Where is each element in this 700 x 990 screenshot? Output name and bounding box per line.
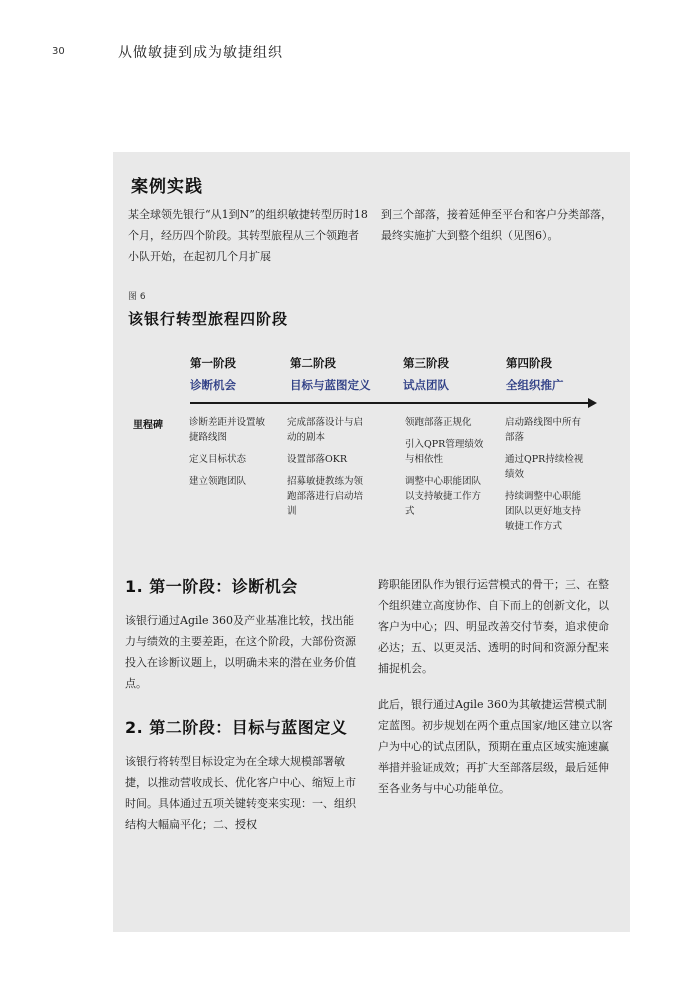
stage-3	[403, 355, 513, 393]
milestone-item: 定义目标状态	[189, 454, 247, 465]
stage-3-name: 第三阶段	[403, 356, 449, 370]
milestone-item: 建立领跑团队	[189, 476, 247, 487]
milestone-item: 通过QPR持续检视绩效	[505, 454, 584, 480]
section-2-heading: 2. 第二阶段：目标与蓝图定义	[125, 718, 348, 737]
stage-4	[506, 355, 616, 393]
timeline-arrow	[190, 402, 590, 404]
stage-4-subtitle: 全组织推广	[506, 378, 564, 392]
milestones-stage-3	[405, 415, 489, 526]
milestone-item: 完成部落设计与启动的剧本	[287, 417, 364, 443]
stage-1	[190, 355, 300, 393]
stage-4-name: 第四阶段	[506, 356, 552, 370]
case-intro-left: 某全球领先银行“从1到N”的组织敏捷转型历时18个月，经历四个阶段。其转型旅程从三个领跑者小队开始，在起初几个月扩展	[128, 208, 368, 263]
milestones-stage-4	[505, 415, 589, 541]
stage-1-subtitle: 诊断机会	[190, 378, 236, 392]
stage-2-name: 第二阶段	[290, 356, 336, 370]
stage-3-subtitle: 试点团队	[403, 378, 449, 392]
milestone-item: 领跑部落正规化	[405, 417, 472, 428]
section-2-body: 该银行将转型目标设定为在全球大规模部署敏捷，以推动营收成长、优化客户中心、缩短上市时间。具体通过五项关键转变来实现：一、组织结构大幅扁平化；二、授权	[125, 755, 356, 831]
right-column-paragraph-2: 此后，银行通过Agile 360为其敏捷运营模式制定蓝图。初步规划在两个重点国家/地区建立以客户为中心的试点团队，预期在重点区域实施速赢举措并验证成效；再扩大至部落层级，最后延伸至各业务与中心功能单位。	[378, 698, 613, 795]
case-study-box	[113, 152, 630, 932]
milestone-item: 引入QPR管理绩效与相依性	[405, 439, 484, 465]
stage-1-name: 第一阶段	[190, 356, 236, 370]
milestone-item: 诊断差距并设置敏捷路线图	[189, 417, 266, 443]
milestone-label: 里程碑	[133, 420, 163, 431]
right-column-paragraph-1: 跨职能团队作为银行运营模式的骨干；三、在整个组织建立高度协作、自下而上的创新文化，以客户为中心；四、明显改善交付节奏，追求使命必达；五、以更灵活、透明的时间和资源分配来捕捉机会。	[378, 578, 609, 675]
milestone-item: 调整中心职能团队以支持敏捷工作方式	[405, 476, 482, 517]
section-1-body: 该银行通过Agile 360及产业基准比较，找出能力与绩效的主要差距，在这个阶段，大部份资源投入在诊断议题上，以明确未来的潜在业务价值点。	[125, 614, 356, 690]
case-intro-right: 到三个部落，接着延伸至平台和客户分类部落，最终实施扩大到整个组织（见图6）。	[381, 208, 612, 242]
milestones-stage-2	[287, 415, 371, 526]
section-1-heading: 1. 第一阶段：诊断机会	[125, 577, 298, 596]
milestones-stage-1	[189, 415, 273, 496]
milestone-item: 持续调整中心职能团队以更好地支持敏捷工作方式	[505, 491, 582, 532]
stage-2	[290, 355, 400, 393]
milestone-item: 启动路线图中所有部落	[505, 417, 582, 443]
milestone-item: 设置部落OKR	[287, 454, 348, 465]
figure-title: 该银行转型旅程四阶段	[128, 310, 289, 328]
running-title: 从做敏捷到成为敏捷组织	[118, 45, 283, 61]
milestone-item: 招募敏捷教练为领跑部落进行启动培训	[287, 476, 364, 517]
timeline-arrowhead	[588, 398, 597, 408]
stage-2-subtitle: 目标与蓝图定义	[290, 378, 371, 392]
figure-label: 图 6	[128, 292, 146, 302]
page-number: 30	[52, 46, 65, 57]
case-title: 案例实践	[131, 177, 203, 197]
